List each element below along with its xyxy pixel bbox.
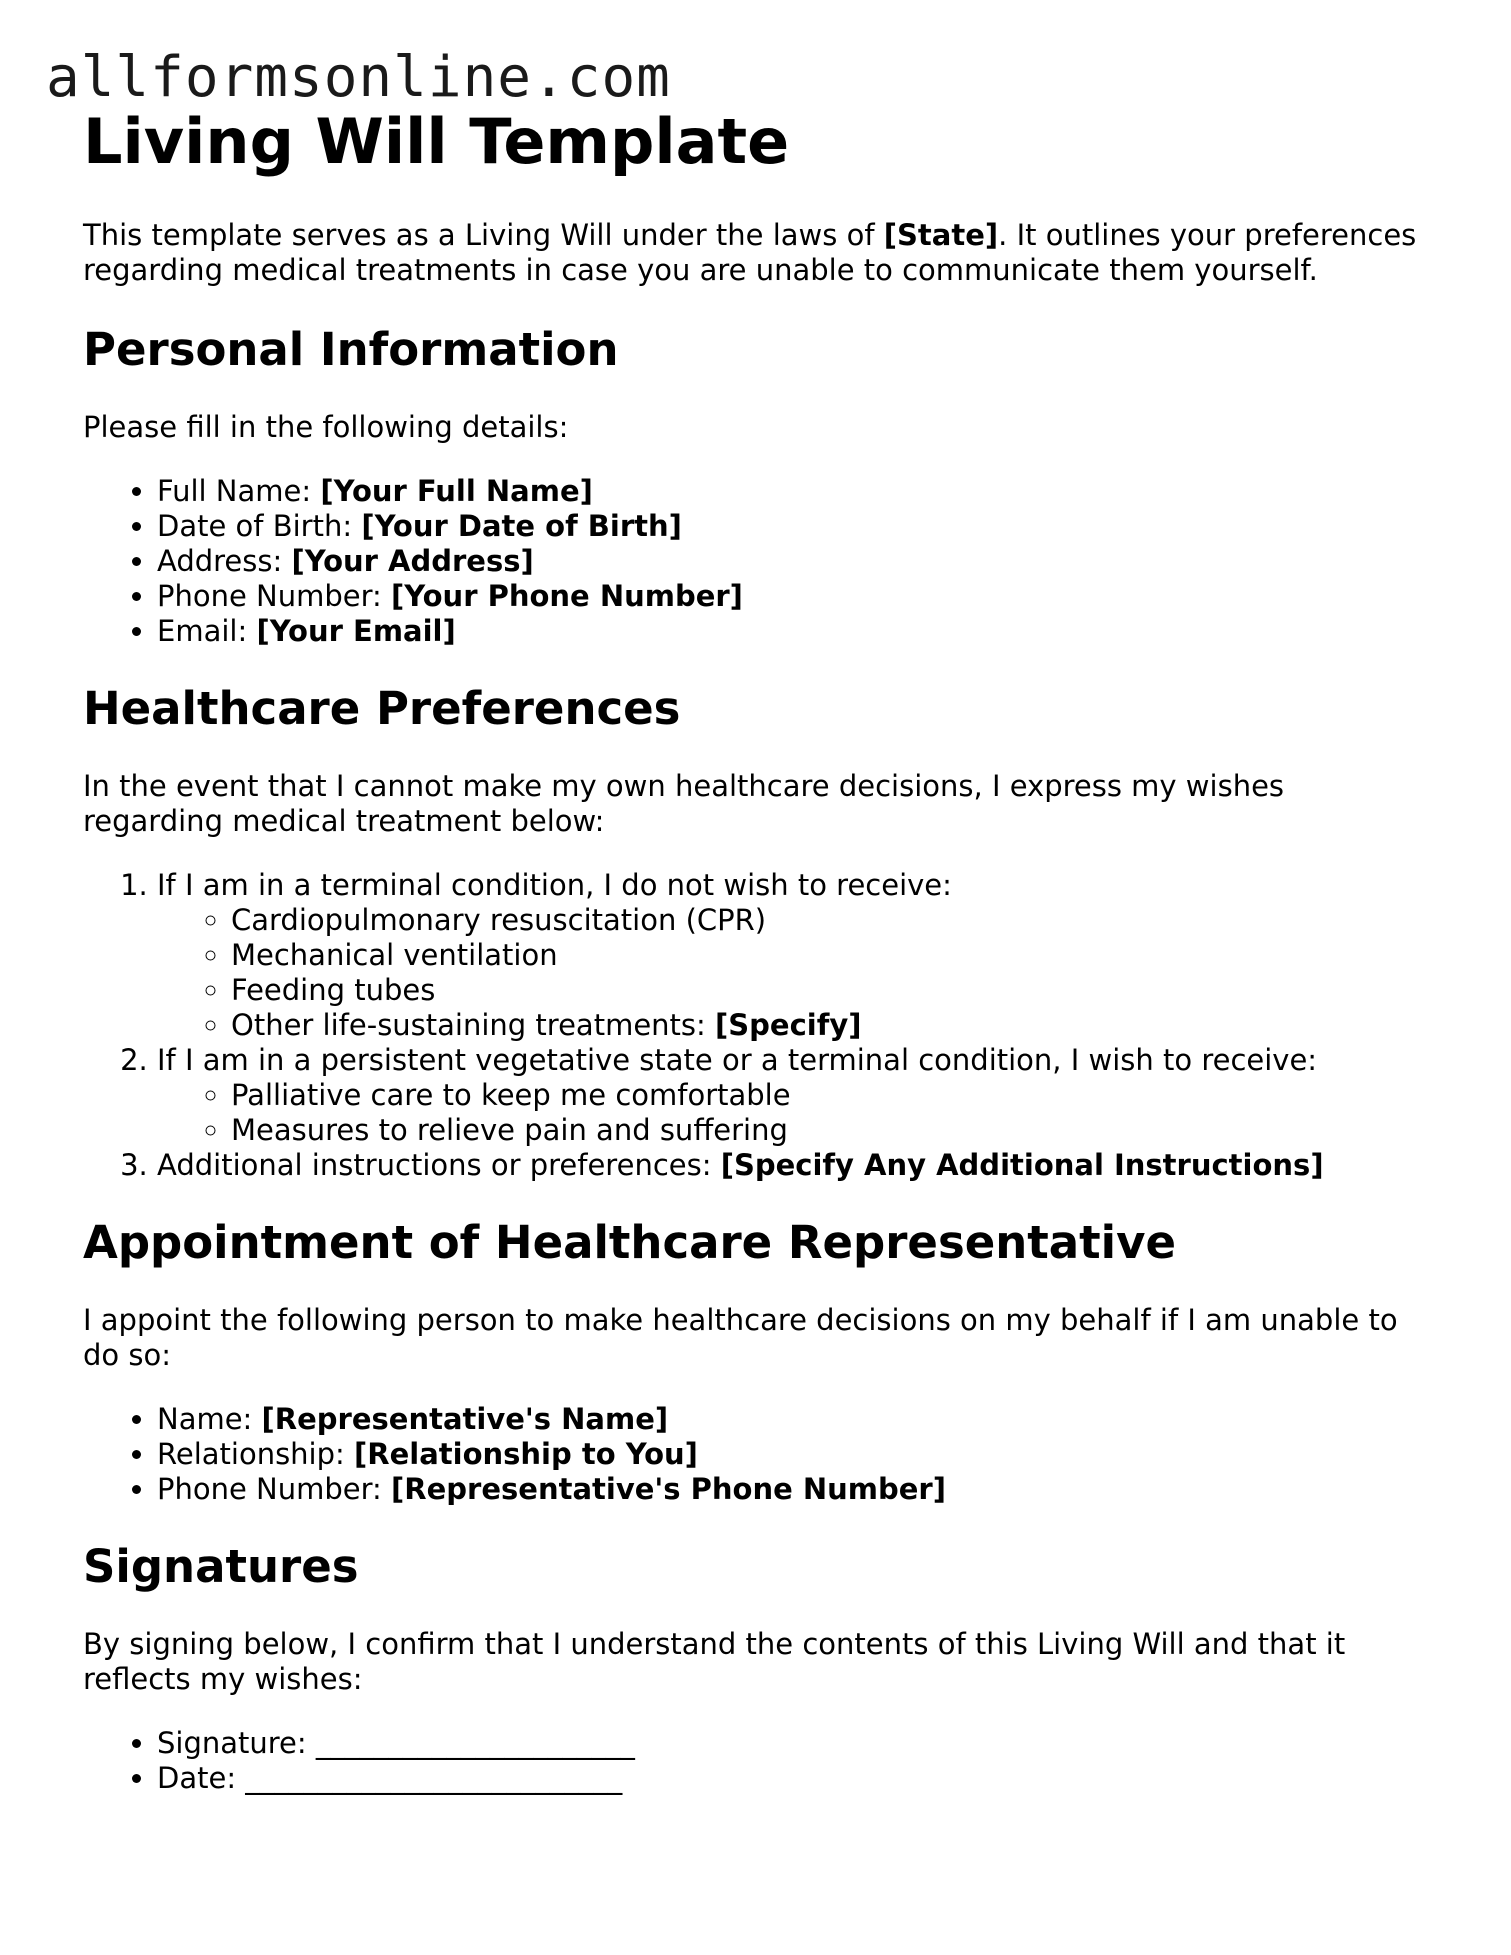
list-item-rep-relationship [157, 1437, 1433, 1472]
preference-text: If I am in a persistent vegetative state or a terminal condition, I wish to receive: [157, 1043, 1318, 1077]
field-placeholder: [Specify] [715, 1008, 862, 1042]
signatures-lead: By signing below, I confirm that I understand the contents of this Living Will and that it reflects my wishes: [83, 1627, 1346, 1696]
representative-heading: Appointment of Healthcare Representative [83, 1216, 1176, 1269]
field-label: Date of Birth: [157, 509, 362, 543]
sub-list-item: ◦ Palliative care to keep me comfortable [231, 1078, 1433, 1113]
representative-lead: I appoint the following person to make healthcare decisions on my behalf if I am unable to do so: [83, 1303, 1398, 1372]
list-item-date-of-birth [157, 509, 1433, 544]
healthcare-preferences-lead: In the event that I cannot make my own healthcare decisions, I express my wishes regarding medical treatment below: [83, 769, 1285, 838]
field-placeholder: [Your Full Name] [320, 474, 593, 508]
field-placeholder: [Representative's Phone Number] [391, 1472, 946, 1506]
list-item-rep-name [157, 1402, 1433, 1437]
field-label: Phone Number: [157, 1472, 392, 1506]
field-label: Full Name: [157, 474, 321, 508]
preference-item-additional [157, 1148, 1433, 1183]
representative-list [83, 1402, 1433, 1507]
field-placeholder: [Your Date of Birth] [361, 509, 682, 543]
list-item-address [157, 544, 1433, 579]
intro-paragraph [83, 218, 1433, 288]
sub-list-item: ◦ Cardiopulmonary resuscitation (CPR) [231, 903, 1433, 938]
field-label: Relationship: [157, 1437, 355, 1471]
field-label: Email: [157, 614, 257, 648]
sub-list-item: ◦ Mechanical ventilation [231, 938, 1433, 973]
site-watermark: allformsonline.com [46, 45, 671, 110]
field-placeholder: [Specify Any Additional Instructions] [720, 1148, 1324, 1182]
date-line: • Date: __________________________ [157, 1761, 1433, 1796]
field-placeholder: [Your Email] [256, 614, 456, 648]
preference-item-vegetative [157, 1043, 1433, 1148]
field-label: Name: [157, 1402, 262, 1436]
preference-item-terminal [157, 868, 1433, 1043]
sub-list-item: ◦ Feeding tubes [231, 973, 1433, 1008]
list-item-phone [157, 579, 1433, 614]
personal-info-list [83, 474, 1433, 649]
document-title: Living Will Template [83, 105, 790, 178]
refused-treatments-list [157, 903, 1433, 1043]
wanted-care-list [157, 1078, 1433, 1148]
list-item-email [157, 614, 1433, 649]
healthcare-preferences-heading: Healthcare Preferences [83, 682, 681, 735]
document-body [83, 104, 1433, 1796]
sub-list-item: ◦ Measures to relieve pain and suffering [231, 1113, 1433, 1148]
state-placeholder: [State] [883, 218, 999, 252]
personal-info-heading: Personal Information [83, 323, 619, 376]
field-placeholder: [Relationship to You] [354, 1437, 698, 1471]
list-item-full-name [157, 474, 1433, 509]
sub-list-item-other [231, 1008, 1433, 1043]
list-item-rep-phone [157, 1472, 1433, 1507]
signatures-heading: Signatures [83, 1540, 359, 1593]
field-placeholder: [Representative's Name] [261, 1402, 669, 1436]
intro-text-before: This template serves as a Living Will under the laws of [83, 218, 884, 252]
preference-text: If I am in a terminal condition, I do not wish to receive: [157, 868, 952, 902]
field-placeholder: [Your Phone Number] [391, 579, 743, 613]
signatures-list [83, 1726, 1433, 1796]
healthcare-preferences-list [83, 868, 1433, 1183]
intro-text-after: . It outlines your preferences regarding medical treatments in case you are unable to communicate them yourself. [83, 218, 1417, 287]
field-label: Additional instructions or preferences: [157, 1148, 721, 1182]
field-placeholder: [Your Address] [291, 544, 534, 578]
field-label: Phone Number: [157, 579, 392, 613]
signature-line: • Signature: ______________________ [157, 1726, 1433, 1761]
field-label: Address: [157, 544, 292, 578]
field-label: Other life-sustaining treatments: [231, 1008, 716, 1042]
personal-info-lead: Please fill in the following details: [83, 410, 569, 444]
